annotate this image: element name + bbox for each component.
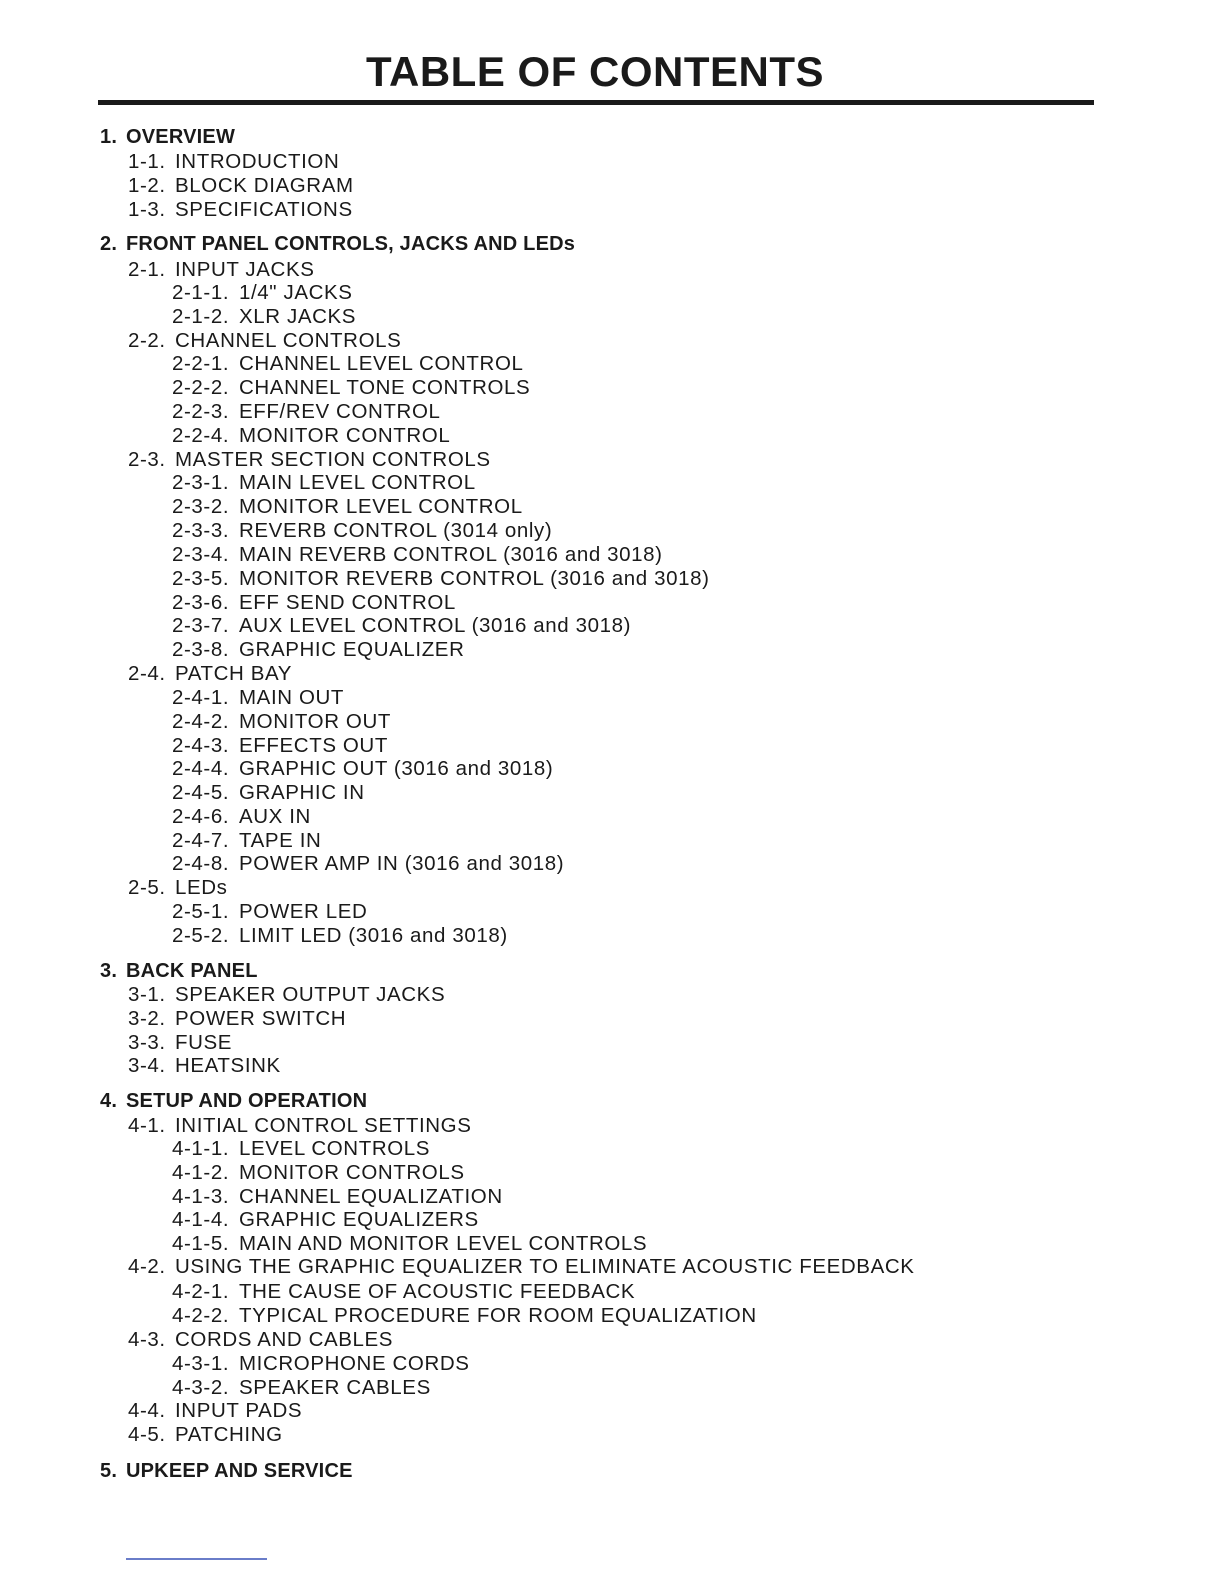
- toc-label: SPEAKER CABLES: [239, 1376, 431, 1399]
- toc-subsubsection: [172, 900, 367, 924]
- toc-label: INPUT PADS: [175, 1399, 303, 1422]
- toc-number: 4-2-1.: [172, 1280, 230, 1303]
- toc-subsubsection: [172, 734, 388, 758]
- toc-subsection: [128, 1255, 915, 1279]
- toc-label: SPECIFICATIONS: [175, 198, 353, 221]
- toc-label: MONITOR LEVEL CONTROL: [239, 495, 523, 518]
- toc-label: GRAPHIC EQUALIZERS: [239, 1208, 479, 1231]
- toc-number: 3.: [100, 960, 118, 982]
- toc-subsection: [128, 198, 353, 222]
- toc-number: 4-1-3.: [172, 1185, 230, 1208]
- toc-number: 2-4-3.: [172, 734, 230, 757]
- toc-label: BACK PANEL: [126, 960, 258, 982]
- toc-subsection: [128, 329, 401, 353]
- toc-number: 2-3-1.: [172, 471, 230, 494]
- toc-number: 4-1-2.: [172, 1161, 230, 1184]
- toc-label: PATCHING: [175, 1423, 283, 1446]
- toc-number: 2-2-4.: [172, 424, 230, 447]
- toc-label: THE CAUSE OF ACOUSTIC FEEDBACK: [239, 1280, 636, 1303]
- toc-subsubsection: [172, 805, 311, 829]
- toc-subsubsection: [172, 1185, 503, 1209]
- toc-number: 5.: [100, 1460, 118, 1482]
- toc-subsubsection: [172, 781, 365, 805]
- toc-label: POWER LED: [239, 900, 368, 923]
- toc-subsubsection: [172, 614, 631, 638]
- page-title: TABLE OF CONTENTS: [365, 48, 825, 95]
- toc-label: MONITOR CONTROLS: [239, 1161, 465, 1184]
- toc-label: TAPE IN: [239, 829, 322, 852]
- toc-number: 1.: [100, 126, 118, 148]
- toc-number: 4-1.: [128, 1114, 166, 1137]
- toc-label: MICROPHONE CORDS: [239, 1352, 470, 1375]
- toc-label: CHANNEL LEVEL CONTROL: [239, 352, 524, 375]
- toc-subsubsection: [172, 352, 524, 376]
- toc-subsubsection: [172, 1376, 431, 1400]
- toc-number: 2-3-4.: [172, 543, 230, 566]
- toc-label: CHANNEL TONE CONTROLS: [239, 376, 531, 399]
- toc-label: INPUT JACKS: [175, 258, 315, 281]
- toc-label: PATCH BAY: [175, 662, 293, 685]
- toc-label: USING THE GRAPHIC EQUALIZER TO ELIMINATE ACOUSTIC FEEDBACK: [175, 1255, 915, 1278]
- toc-label: FRONT PANEL CONTROLS, JACKS AND LEDs: [126, 233, 576, 255]
- toc-subsubsection: [172, 281, 353, 305]
- toc-number: 2-4-2.: [172, 710, 230, 733]
- toc-number: 2-5.: [128, 876, 166, 899]
- toc-number: 4-1-5.: [172, 1232, 230, 1255]
- toc-number: 2-4-4.: [172, 757, 230, 780]
- toc-subsection: [128, 983, 445, 1007]
- toc-subsection: [128, 1328, 393, 1352]
- toc-label: MONITOR CONTROL: [239, 424, 451, 447]
- toc-number: 2-2-1.: [172, 352, 230, 375]
- toc-subsubsection: [172, 686, 344, 710]
- toc-label: FUSE: [175, 1031, 233, 1054]
- toc-subsection: [128, 150, 339, 174]
- toc-subsubsection: [172, 1304, 757, 1328]
- toc-number: 2-3-5.: [172, 567, 230, 590]
- toc-subsubsection: [172, 305, 356, 329]
- toc-number: 3-1.: [128, 983, 166, 1006]
- toc-subsubsection: [172, 1208, 479, 1232]
- toc-subsubsection: [172, 424, 450, 448]
- toc-number: 2-4.: [128, 662, 166, 685]
- toc-label: POWER SWITCH: [175, 1007, 347, 1030]
- toc-subsubsection: [172, 495, 523, 519]
- toc-number: 2-4-6.: [172, 805, 230, 828]
- toc-number: 2-1-2.: [172, 305, 230, 328]
- toc-subsubsection: [172, 638, 465, 662]
- toc-label: MAIN AND MONITOR LEVEL CONTROLS: [239, 1232, 648, 1255]
- toc-number: 2-1-1.: [172, 281, 230, 304]
- toc-label: MAIN REVERB CONTROL (3016 and 3018): [239, 543, 663, 566]
- toc-label: UPKEEP AND SERVICE: [126, 1460, 353, 1482]
- toc-section: [100, 1460, 353, 1483]
- toc-label: MASTER SECTION CONTROLS: [175, 448, 491, 471]
- toc-number: 4-3-1.: [172, 1352, 230, 1375]
- toc-subsection: [128, 1031, 232, 1055]
- toc-subsubsection: [172, 543, 663, 567]
- toc-number: 4-4.: [128, 1399, 166, 1422]
- toc-number: 2-4-8.: [172, 852, 230, 875]
- toc-label: AUX LEVEL CONTROL (3016 and 3018): [239, 614, 632, 637]
- toc-label: XLR JACKS: [239, 305, 357, 328]
- toc-number: 2-4-5.: [172, 781, 230, 804]
- toc-subsubsection: [172, 591, 456, 615]
- footer-rule: [126, 1558, 267, 1560]
- toc-number: 4-3-2.: [172, 1376, 230, 1399]
- toc-subsection: [128, 1114, 472, 1138]
- toc-label: GRAPHIC IN: [239, 781, 365, 804]
- toc-section: [100, 233, 575, 256]
- toc-subsubsection: [172, 710, 391, 734]
- toc-label: EFF/REV CONTROL: [239, 400, 441, 423]
- toc-number: 2-3-2.: [172, 495, 230, 518]
- toc-subsubsection: [172, 400, 441, 424]
- toc-number: 4-2-2.: [172, 1304, 230, 1327]
- toc-subsubsection: [172, 1232, 647, 1256]
- toc-number: 2.: [100, 233, 118, 255]
- toc-subsubsection: [172, 376, 530, 400]
- toc-number: 2-2-3.: [172, 400, 230, 423]
- toc-number: 4-2.: [128, 1255, 166, 1278]
- toc-subsubsection: [172, 471, 476, 495]
- toc-number: 4-1-4.: [172, 1208, 230, 1231]
- toc-number: 4-5.: [128, 1423, 166, 1446]
- toc-section: [100, 960, 258, 983]
- toc-number: 4.: [100, 1090, 118, 1112]
- toc-subsubsection: [172, 1137, 430, 1161]
- toc-label: LEDs: [175, 876, 228, 899]
- toc-number: 4-3.: [128, 1328, 166, 1351]
- toc-number: 2-3-6.: [172, 591, 230, 614]
- toc-subsection: [128, 1054, 281, 1078]
- toc-subsection: [128, 258, 315, 282]
- toc-label: LEVEL CONTROLS: [239, 1137, 431, 1160]
- toc-subsection: [128, 876, 228, 900]
- toc-label: SETUP AND OPERATION: [126, 1090, 368, 1112]
- toc-section: [100, 126, 235, 149]
- toc-subsection: [128, 1423, 283, 1447]
- toc-number: 2-3-8.: [172, 638, 230, 661]
- toc-subsubsection: [172, 567, 710, 591]
- toc-label: POWER AMP IN (3016 and 3018): [239, 852, 565, 875]
- toc-label: 1/4" JACKS: [239, 281, 353, 304]
- toc-label: AUX IN: [239, 805, 311, 828]
- toc-subsubsection: [172, 1280, 635, 1304]
- toc-subsubsection: [172, 519, 552, 543]
- toc-label: CHANNEL EQUALIZATION: [239, 1185, 503, 1208]
- toc-number: 1-3.: [128, 198, 166, 221]
- toc-number: 2-5-2.: [172, 924, 230, 947]
- toc-subsection: [128, 1399, 302, 1423]
- toc-subsection: [128, 1007, 346, 1031]
- toc-number: 2-2.: [128, 329, 166, 352]
- toc-label: GRAPHIC OUT (3016 and 3018): [239, 757, 554, 780]
- toc-subsection: [128, 448, 491, 472]
- toc-label: SPEAKER OUTPUT JACKS: [175, 983, 446, 1006]
- toc-label: REVERB CONTROL (3014 only): [239, 519, 553, 542]
- toc-label: OVERVIEW: [126, 126, 236, 148]
- toc-number: 1-1.: [128, 150, 166, 173]
- toc-subsubsection: [172, 829, 321, 853]
- toc-label: GRAPHIC EQUALIZER: [239, 638, 465, 661]
- toc-label: INITIAL CONTROL SETTINGS: [175, 1114, 472, 1137]
- toc-label: MAIN LEVEL CONTROL: [239, 471, 476, 494]
- toc-number: 2-4-1.: [172, 686, 230, 709]
- toc-label: LIMIT LED (3016 and 3018): [239, 924, 508, 947]
- toc-subsubsection: [172, 1352, 470, 1376]
- toc-label: MONITOR REVERB CONTROL (3016 and 3018): [239, 567, 710, 590]
- toc-label: TYPICAL PROCEDURE FOR ROOM EQUALIZATION: [239, 1304, 757, 1327]
- toc-label: BLOCK DIAGRAM: [175, 174, 354, 197]
- toc-label: CORDS AND CABLES: [175, 1328, 394, 1351]
- toc-label: INTRODUCTION: [175, 150, 340, 173]
- toc-section: [100, 1090, 367, 1113]
- toc-label: MONITOR OUT: [239, 710, 391, 733]
- toc-number: 2-3.: [128, 448, 166, 471]
- toc-number: 2-2-2.: [172, 376, 230, 399]
- toc-subsubsection: [172, 852, 564, 876]
- toc-number: 3-3.: [128, 1031, 166, 1054]
- toc-number: 2-1.: [128, 258, 166, 281]
- toc-number: 2-3-7.: [172, 614, 230, 637]
- toc-number: 4-1-1.: [172, 1137, 230, 1160]
- toc-number: 2-4-7.: [172, 829, 230, 852]
- toc-subsubsection: [172, 1161, 465, 1185]
- toc-number: 3-4.: [128, 1054, 166, 1077]
- toc-label: HEATSINK: [175, 1054, 281, 1077]
- toc-number: 2-3-3.: [172, 519, 230, 542]
- toc-label: EFFECTS OUT: [239, 734, 388, 757]
- toc-label: MAIN OUT: [239, 686, 345, 709]
- toc-label: CHANNEL CONTROLS: [175, 329, 402, 352]
- toc-subsection: [128, 174, 354, 198]
- toc-subsection: [128, 662, 292, 686]
- toc-number: 3-2.: [128, 1007, 166, 1030]
- toc-label: EFF SEND CONTROL: [239, 591, 456, 614]
- toc-subsubsection: [172, 757, 553, 781]
- toc-subsubsection: [172, 924, 508, 948]
- toc-number: 2-5-1.: [172, 900, 230, 923]
- title-rule: [98, 100, 1094, 105]
- toc-number: 1-2.: [128, 174, 166, 197]
